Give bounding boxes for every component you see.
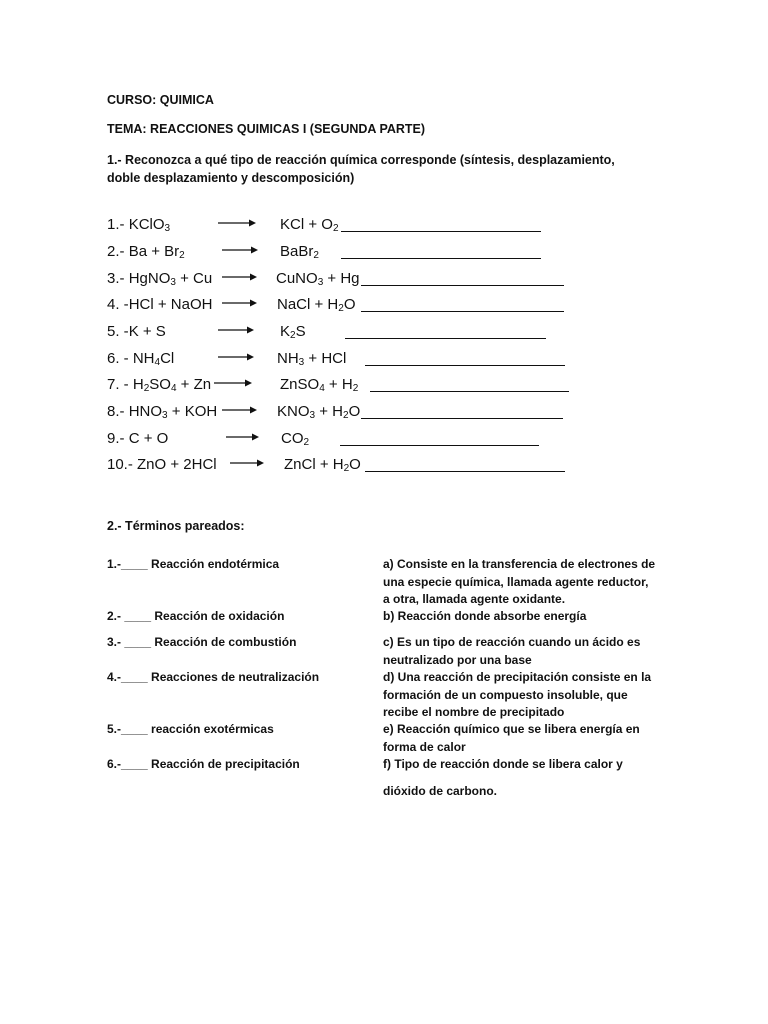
reaction-8-products xyxy=(277,403,360,421)
formula-text: ZnSO xyxy=(280,376,320,393)
reaction-arrow-icon xyxy=(222,405,257,415)
formula-text: BaBr xyxy=(280,243,314,260)
subscript: 3 xyxy=(170,277,176,288)
reaction-arrow-icon xyxy=(218,352,254,362)
term-3: 3.- ____ Reacción de combustión xyxy=(107,635,297,649)
reaction-5-reactants xyxy=(107,323,166,340)
term-4: 4.-____ Reacciones de neutralización xyxy=(107,670,320,684)
definition-f: f) Tipo de reacción donde se libera calor y xyxy=(383,757,623,771)
formula-text: NH xyxy=(277,350,299,367)
reaction-number: 10.- xyxy=(107,456,138,473)
subscript: 2 xyxy=(290,330,296,341)
reaction-4-reactants xyxy=(107,296,212,313)
subscript: 3 xyxy=(317,277,324,288)
reaction-6-reactants xyxy=(107,350,174,368)
reaction-arrow-icon xyxy=(226,432,259,442)
reaction-number: 6. - xyxy=(107,350,133,367)
formula-text: O xyxy=(343,296,356,313)
topic-title: TEMA: REACCIONES QUIMICAS I (SEGUNDA PARTE) xyxy=(107,122,426,136)
formula-text: H xyxy=(132,376,144,393)
reaction-arrow-icon xyxy=(222,298,257,308)
subscript: 2 xyxy=(338,303,344,314)
formula-text: + Hg xyxy=(323,270,360,287)
formula-text: KCl + O xyxy=(280,216,333,233)
reaction-arrow-icon xyxy=(222,245,258,255)
term-6: 6.-____ Reacción de precipitación xyxy=(107,757,300,771)
reaction-arrow-icon xyxy=(218,325,254,335)
reaction-number: 3.- xyxy=(107,270,129,287)
answer-blank[interactable] xyxy=(361,285,564,286)
formula-text: CO xyxy=(281,430,304,447)
formula-text: K + S xyxy=(128,323,166,340)
reaction-10-products xyxy=(284,456,361,474)
answer-blank[interactable] xyxy=(365,365,565,366)
formula-text: NaCl + H xyxy=(277,296,339,313)
term-2: 2.- ____ Reacción de oxidación xyxy=(107,609,285,623)
formula-text: + Cu xyxy=(175,270,213,287)
reaction-3-products xyxy=(276,270,360,288)
formula-text: + KOH xyxy=(167,403,218,420)
reaction-7-products xyxy=(280,376,358,394)
definition-a: a) Consiste en la transferencia de electrones de una especie química, llamada agente reductor, a otra, llamada agente oxidante. xyxy=(383,557,656,606)
subscript: 2 xyxy=(179,250,185,261)
reaction-1-reactants xyxy=(107,216,170,234)
subscript: 2 xyxy=(303,437,310,448)
answer-blank[interactable] xyxy=(370,391,569,392)
reaction-9-reactants xyxy=(107,430,168,447)
reaction-number: 5. - xyxy=(107,323,129,340)
formula-text: O xyxy=(348,403,361,420)
reaction-9-products xyxy=(281,430,309,448)
answer-blank[interactable] xyxy=(361,311,564,312)
formula-text: K xyxy=(280,323,291,340)
subscript: 2 xyxy=(343,410,349,421)
reaction-8-reactants xyxy=(107,403,217,421)
subscript: 2 xyxy=(313,250,319,261)
reaction-number: 2.- xyxy=(107,243,129,260)
reaction-arrow-icon xyxy=(230,458,264,468)
subscript: 2 xyxy=(143,383,150,394)
reaction-arrow-icon xyxy=(222,272,257,282)
subscript: 3 xyxy=(298,357,305,368)
reaction-number: 8.- xyxy=(107,403,129,420)
answer-blank[interactable] xyxy=(341,258,541,259)
definition-d: d) Una reacción de precipitación consiste en la formación de un compuesto insoluble, que recibe el nombre de precipitado xyxy=(383,670,652,719)
reaction-arrow-icon xyxy=(214,378,252,388)
definition-e: e) Reacción químico que se libera energía en forma de calor xyxy=(383,722,640,754)
reaction-arrow-icon xyxy=(218,218,256,228)
formula-text: HgNO xyxy=(128,270,171,287)
reaction-3-reactants xyxy=(107,270,212,288)
formula-text: HCl + NaOH xyxy=(128,296,213,313)
answer-blank[interactable] xyxy=(361,418,563,419)
formula-text: + H xyxy=(315,403,344,420)
reaction-4-products xyxy=(277,296,356,314)
formula-text: ZnCl + H xyxy=(284,456,344,473)
term-5: 5.-____ reacción exotérmicas xyxy=(107,722,274,736)
definition-b: b) Reacción donde absorbe energía xyxy=(383,609,587,623)
course-title: CURSO: QUIMICA xyxy=(107,93,214,107)
formula-text: O xyxy=(349,456,361,473)
answer-blank[interactable] xyxy=(341,231,541,232)
subscript: 4 xyxy=(154,357,161,368)
subscript: 4 xyxy=(319,383,325,394)
reaction-2-reactants xyxy=(107,243,185,261)
reaction-7-reactants xyxy=(107,376,211,394)
reaction-5-products xyxy=(280,323,306,341)
subscript: 4 xyxy=(170,383,177,394)
reaction-number: 9.- xyxy=(107,430,129,447)
term-1: 1.-____ Reacción endotérmica xyxy=(107,557,280,571)
answer-blank[interactable] xyxy=(345,338,546,339)
subscript: 3 xyxy=(162,410,168,421)
formula-text: CuNO xyxy=(276,270,318,287)
subscript: 2 xyxy=(332,223,339,234)
formula-text: KClO xyxy=(128,216,165,233)
reaction-2-products xyxy=(280,243,319,261)
formula-text: C + O xyxy=(128,430,169,447)
answer-blank[interactable] xyxy=(340,445,539,446)
formula-text: S xyxy=(295,323,306,340)
question2-title: 2.- Términos pareados: xyxy=(107,519,245,533)
reaction-10-reactants xyxy=(107,456,217,473)
formula-text: Cl xyxy=(160,350,175,367)
answer-blank[interactable] xyxy=(365,471,565,472)
formula-text: HNO xyxy=(128,403,163,420)
subscript: 2 xyxy=(352,383,359,394)
formula-text: KNO xyxy=(277,403,310,420)
formula-text: ZnO + 2HCl xyxy=(137,456,217,473)
question1-prompt: 1.- Reconozca a qué tipo de reacción química corresponde (síntesis, desplazamiento, doble desplazamiento y descomposición) xyxy=(107,153,615,185)
subscript: 3 xyxy=(309,410,316,421)
reaction-number: 7. - xyxy=(107,376,133,393)
subscript: 2 xyxy=(343,463,350,474)
reaction-number: 4. - xyxy=(107,296,129,313)
reaction-6-products xyxy=(277,350,346,368)
formula-text: + Zn xyxy=(176,376,212,393)
formula-text: SO xyxy=(149,376,171,393)
formula-text: NH xyxy=(132,350,155,367)
definition-c: c) Es un tipo de reacción cuando un ácido es neutralizado por una base xyxy=(383,635,641,667)
reaction-1-products xyxy=(280,216,339,234)
formula-text: Ba + Br xyxy=(128,243,180,260)
subscript: 3 xyxy=(164,223,171,234)
definition-f-continued: dióxido de carbono. xyxy=(383,784,498,798)
reaction-number: 1.- xyxy=(107,216,129,233)
formula-text: + H xyxy=(324,376,353,393)
formula-text: + HCl xyxy=(304,350,347,367)
